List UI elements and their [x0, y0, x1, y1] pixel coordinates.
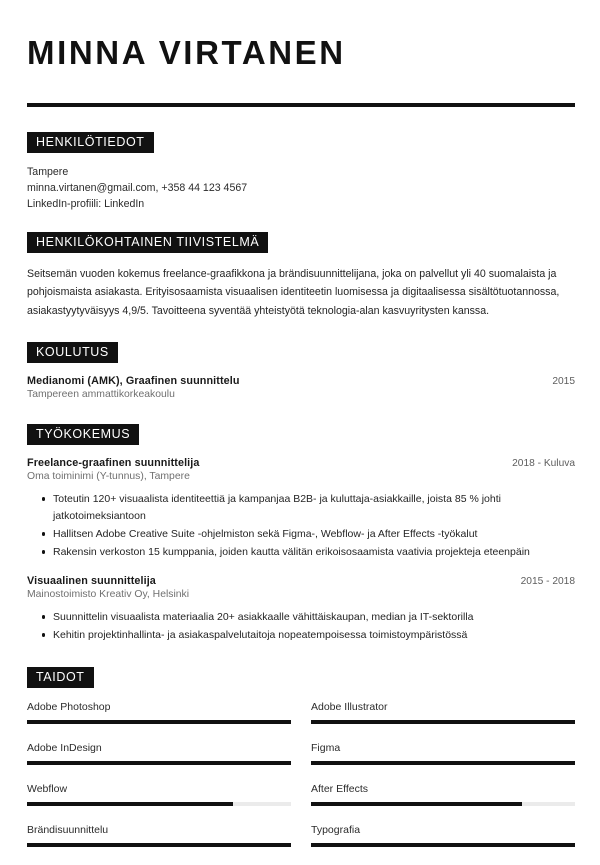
section-summary: [27, 232, 575, 320]
experience-job-title: Freelance-graafinen suunnittelija: [27, 456, 200, 469]
skill-item: [27, 783, 291, 806]
skills-grid: [27, 701, 575, 865]
skill-label: Figma: [311, 741, 341, 754]
skill-label: After Effects: [311, 782, 368, 795]
skill-level-track: [311, 843, 575, 847]
skill-item: [27, 824, 291, 847]
section-education: [27, 342, 575, 400]
skill-level-fill: [27, 843, 291, 847]
skill-level-track: [27, 843, 291, 847]
skill-level-track: [27, 720, 291, 724]
skill-level-fill: [27, 802, 233, 806]
skill-label: Adobe Illustrator: [311, 700, 388, 713]
skill-level-fill: [311, 761, 575, 765]
experience-job-title: Visuaalinen suunnittelija: [27, 574, 156, 587]
education-date: 2015: [552, 375, 575, 387]
section-heading-summary: HENKILÖKOHTAINEN TIIVISTELMÄ: [27, 232, 268, 253]
skill-level-track: [27, 761, 291, 765]
experience-date: 2015 - 2018: [520, 575, 575, 587]
experience-employer: Oma toiminimi (Y-tunnus), Tampere: [27, 470, 190, 482]
skill-level-track: [311, 761, 575, 765]
contact-email-phone: minna.virtanen@gmail.com, +358 44 123 4567: [27, 182, 248, 195]
education-institution: Tampereen ammattikorkeakoulu: [27, 388, 175, 400]
contact-location: Tampere: [27, 165, 69, 178]
section-heading-experience: TYÖKOKEMUS: [27, 424, 139, 445]
section-heading-contact: HENKILÖTIEDOT: [27, 132, 154, 153]
skill-item: [27, 701, 291, 724]
experience-entry: [27, 457, 575, 561]
experience-entry-head: [27, 457, 575, 469]
list-item: Rakensin verkoston 15 kumppania, joiden kautta välitän erikoisosaamista vaativia projekteja eteenpäin: [27, 544, 575, 561]
experience-bullet-list: [27, 609, 575, 644]
education-entry-head: [27, 375, 575, 387]
skill-level-track: [311, 720, 575, 724]
section-skills: [27, 667, 575, 865]
skill-item: [311, 824, 575, 847]
skill-item: [311, 701, 575, 724]
header-divider: [27, 103, 575, 107]
skill-item: [27, 742, 291, 765]
education-entry: [27, 375, 575, 400]
skill-level-fill: [311, 843, 575, 847]
experience-entry-head: [27, 575, 575, 587]
list-item: Toteutin 120+ visuaalista identiteettiä ja kampanjaa B2B- ja kuluttaja-asiakkaille, joista 85 % johti jatkotoimeksiantoon: [27, 491, 575, 525]
skill-label: Typografia: [311, 823, 361, 836]
page-title: MINNA VIRTANEN: [27, 34, 346, 71]
skill-label: Brändisuunnittelu: [27, 823, 109, 836]
experience-date: 2018 - Kuluva: [512, 457, 575, 469]
experience-bullet-list: [27, 491, 575, 561]
list-item: Suunnittelin visuaalista materiaalia 20+ asiakkaalle vähittäiskaupan, median ja IT-sektorilla: [27, 609, 575, 626]
skill-level-fill: [311, 720, 575, 724]
skill-level-fill: [27, 720, 291, 724]
list-item: Kehitin projektinhallinta- ja asiakaspalvelutaitoja nopeatempoisessa toimistoympäristössä: [27, 627, 575, 644]
education-degree: Medianomi (AMK), Graafinen suunnittelu: [27, 374, 240, 387]
section-contact: [27, 132, 575, 212]
experience-entry: [27, 575, 575, 644]
skill-item: [311, 783, 575, 806]
skill-level-track: [27, 802, 291, 806]
section-experience: [27, 424, 575, 644]
skill-level-fill: [27, 761, 291, 765]
skill-level-track: [311, 802, 575, 806]
skill-level-fill: [311, 802, 522, 806]
contact-linkedin[interactable]: LinkedIn-profiili: LinkedIn: [27, 198, 145, 211]
skill-label: Adobe InDesign: [27, 741, 102, 754]
contact-details: [27, 164, 575, 212]
section-heading-skills: TAIDOT: [27, 667, 94, 688]
skill-label: Adobe Photoshop: [27, 700, 111, 713]
summary-text: Seitsemän vuoden kokemus freelance-graafikkona ja brändisuunnittelijana, joka on palvellut yli 40 suomalaista ja pohjoismaista asiakasta. Erityisosaamista visuaalisen identiteetin luomisessa ja digitaalisessa sisältötuotannossa, asiakastyytyväisyys 4,9/5. Tavoitteena syventää yhteistyötä teknologia-alan kasvuyritysten kanssa.: [27, 268, 560, 317]
section-heading-education: KOULUTUS: [27, 342, 118, 363]
experience-employer: Mainostoimisto Kreativ Oy, Helsinki: [27, 588, 190, 600]
list-item: Hallitsen Adobe Creative Suite -ohjelmiston sekä Figma-, Webflow- ja After Effects -työkalut: [27, 526, 575, 543]
skill-item: [311, 742, 575, 765]
skill-label: Webflow: [27, 782, 68, 795]
